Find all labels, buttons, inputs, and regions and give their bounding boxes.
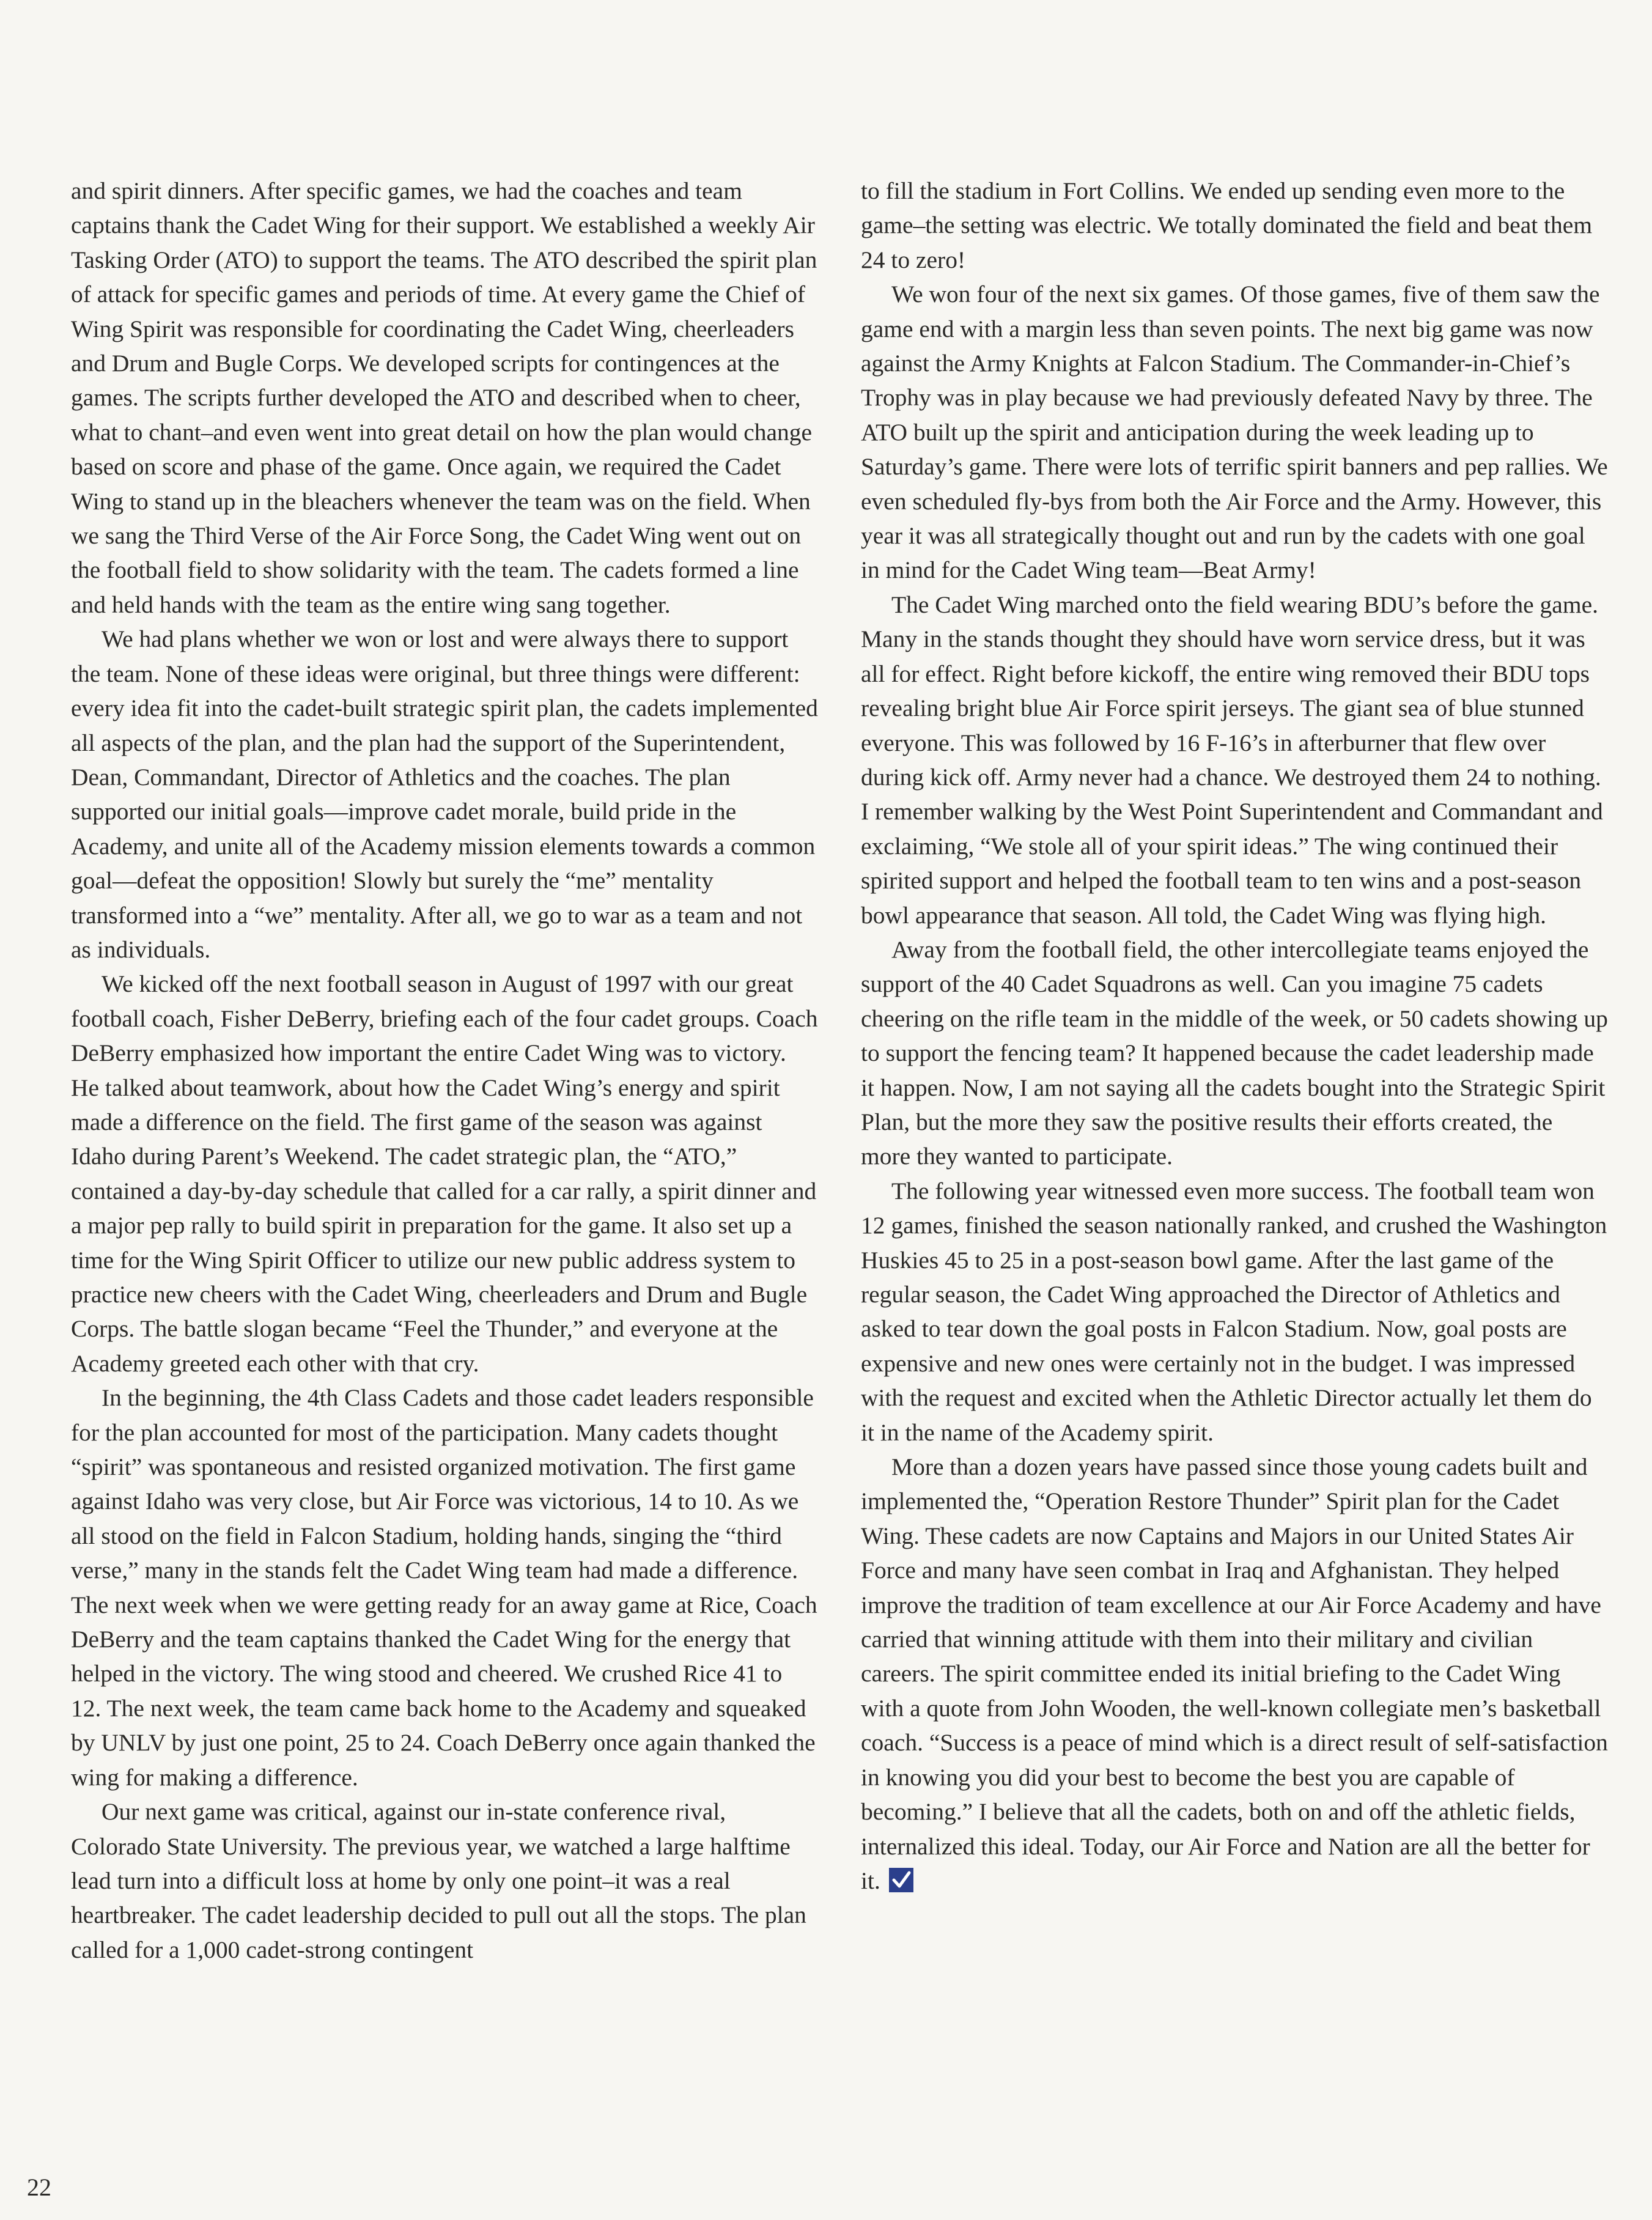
- paragraph: Away from the football field, the other intercollegiate teams enjoyed the support of the 40 Cadet Squadrons as well. Can you imagine 75 cadets cheering on the rifle team in the middle of the week, or 50 cadets showing up to support the fencing team? It happened because the cadet leadership made it happen. Now, I am not saying all the cadets bought into the Strategic Spirit Plan, but the more they saw the positive results their efforts created, the more they wanted to participate.: [861, 935, 1608, 1170]
- paragraph: The Cadet Wing marched onto the field wearing BDU’s before the game. Many in the stands thought they should have worn service dress, but it was all for effect. Right before kickoff, the entire wing removed their BDU tops revealing bright blue Air Force spirit jerseys. The giant sea of blue stunned everyone. This was followed by 16 F-16’s in afterburner that flew over during kick off. Army never had a chance. We destroyed them 24 to nothing. I remember walking by the West Point Superintendent and Commandant and exclaiming, “We stole all of your spirit ideas.” The wing continued their spirited support and helped the football team to ten wins and a post-season bowl appearance that season. All told, the Cadet Wing was flying high.: [861, 591, 1603, 929]
- checkmark-box-icon: [889, 1868, 913, 1892]
- left-text-column: [71, 174, 818, 1967]
- paragraph: In the beginning, the 4th Class Cadets and those cadet leaders responsible for the plan accounted for most of the participation. Many cadets thought “spirit” was spontaneous and resisted organized motivation. The first game against Idaho was very close, but Air Force was victorious, 14 to 10. As we all stood on the field in Falcon Stadium, holding hands, singing the “third verse,” many in the stands felt the Cadet Wing team had made a difference. The next week when we were getting ready for an away game at Rice, Coach DeBerry and the team captains thanked the Cadet Wing for the energy that helped in the victory. The wing stood and cheered. We crushed Rice 41 to 12. The next week, the team came back home to the Academy and squeaked by UNLV by just one point, 25 to 24. Coach DeBerry once again thanked the wing for making a difference.: [71, 1384, 817, 1791]
- paragraph: and spirit dinners. After specific games, we had the coaches and team captains thank the Cadet Wing for their support. We established a weekly Air Tasking Order (ATO) to support the teams. The ATO described the spirit plan of attack for specific games and periods of time. At every game the Chief of Wing Spirit was responsible for coordinating the Cadet Wing, cheerleaders and Drum and Bugle Corps. We developed scripts for contingences at the games. The scripts further developed the ATO and described when to cheer, what to chant–and even went into great detail on how the plan would change based on score and phase of the game. Once again, we required the Cadet Wing to stand up in the bleachers whenever the team was on the field. When we sang the Third Verse of the Air Force Song, the Cadet Wing went out on the football field to show solidarity with the team. The cadets formed a line and held hands with the team as the entire wing sang together.: [71, 177, 817, 618]
- paragraph: [861, 1450, 1608, 1898]
- final-paragraph-text: More than a dozen years have passed since those young cadets built and implemented the, “Operation Restore Thunder” Spirit plan for the Cadet Wing. These cadets are now Captains and Majors in our United States Air Force and many have seen combat in Iraq and Afghanistan. They helped improve the tradition of team excellence at our Air Force Academy and have carried that winning attitude with them into their military and civilian careers. The spirit committee ended its initial briefing to the Cadet Wing with a quote from John Wooden, the well-known collegiate men’s basketball coach. “Success is a peace of mind which is a direct result of self-satisfaction in knowing you did your best to become the best you are capable of becoming.” I believe that all the cadets, both on and off the athletic fields, internalized this ideal. Today, our Air Force and Nation are all the better for it.: [861, 1453, 1608, 1894]
- paragraph: to fill the stadium in Fort Collins. We ended up sending even more to the game–the setting was electric. We totally dominated the field and beat them 24 to zero!: [861, 177, 1593, 273]
- right-text-column: [861, 174, 1608, 1898]
- paragraph: We had plans whether we won or lost and were always there to support the team. None of these ideas were original, but three things were different: every idea fit into the cadet-built strategic spirit plan, the cadets implemented all aspects of the plan, and the plan had the support of the Superintendent, Dean, Commandant, Director of Athletics and the coaches. The plan supported our initial goals—improve cadet morale, build pride in the Academy, and unite all of the Academy mission elements towards a common goal—defeat the opposition! Slowly but surely the “me” mentality transformed into a “we” mentality. After all, we go to war as a team and not as individuals.: [71, 625, 818, 963]
- paragraph: We kicked off the next football season in August of 1997 with our great football coach, Fisher DeBerry, briefing each of the four cadet groups. Coach DeBerry emphasized how important the entire Cadet Wing was to victory. He talked about teamwork, about how the Cadet Wing’s energy and spirit made a difference on the field. The first game of the season was against Idaho during Parent’s Weekend. The cadet strategic plan, the “ATO,” contained a day-by-day schedule that called for a car rally, a spirit dinner and a major pep rally to build spirit in preparation for the game. It also set up a time for the Wing Spirit Officer to utilize our new public address system to practice new cheers with the Cadet Wing, cheerleaders and Drum and Bugle Corps. The battle slogan became “Feel the Thunder,” and everyone at the Academy greeted each other with that cry.: [71, 970, 818, 1377]
- paragraph: The following year witnessed even more success. The football team won 12 games, finished the season nationally ranked, and crushed the Washington Huskies 45 to 25 in a post-season bowl game. After the last game of the regular season, the Cadet Wing approached the Director of Athletics and asked to tear down the goal posts in Falcon Stadium. Now, goal posts are expensive and new ones were certainly not in the budget. I was impressed with the request and excited when the Athletic Director actually let them do it in the name of the Academy spirit.: [861, 1177, 1607, 1446]
- paragraph: Our next game was critical, against our in-state conference rival, Colorado State University. The previous year, we watched a large halftime lead turn into a difficult loss at home by only one point–it was a real heartbreaker. The cadet leadership decided to pull out all the stops. The plan called for a 1,000 cadet-strong contingent: [71, 1798, 806, 1963]
- page-number: 22: [27, 2174, 51, 2201]
- paragraph: We won four of the next six games. Of those games, five of them saw the game end with a margin less than seven points. The next big game was now against the Army Knights at Falcon Stadium. The Commander-in-Chief’s Trophy was in play because we had previously defeated Navy by three. The ATO built up the spirit and anticipation during the week leading up to Saturday’s game. There were lots of terrific spirit banners and pep rallies. We even scheduled fly-bys from both the Air Force and the Army. However, this year it was all strategically thought out and run by the cadets with one goal in mind for the Cadet Wing team—Beat Army!: [861, 281, 1608, 584]
